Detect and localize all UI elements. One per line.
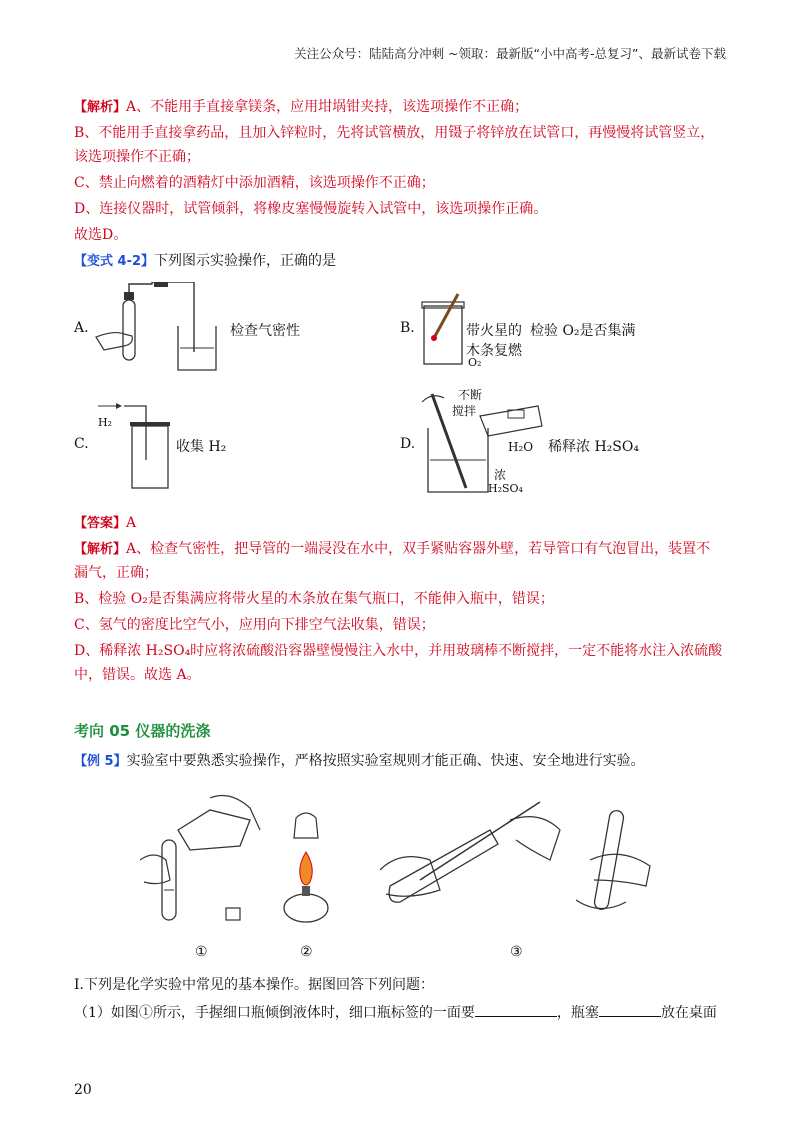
page-header: 关注公众号：陆陆高分冲刺 ~领取：最新版“小中高考-总复习”、最新试卷下载	[294, 46, 726, 61]
hand	[590, 854, 650, 886]
analysis2-line-a1	[74, 540, 710, 559]
example-text: 实验室中要熟悉实验操作，严格按照实验室规则才能正确、快速、安全地进行实验。	[126, 753, 645, 769]
tube-connector	[154, 282, 168, 287]
variant-tag: 【变式 4-2】	[74, 254, 155, 269]
option-b-label-1: 带火星的	[466, 323, 522, 339]
airtightness-check-figure	[94, 282, 224, 372]
option-b-label-3: O₂	[468, 356, 482, 369]
gas-bottle	[424, 306, 462, 364]
figure-1-label: ①	[195, 944, 208, 960]
answer-blank-2[interactable]	[599, 1002, 661, 1017]
variant-text: 下列图示实验操作，正确的是	[154, 253, 337, 269]
option-c-caption: 收集 H₂	[176, 439, 227, 455]
alcohol-lamp-figure	[270, 808, 340, 928]
second-test-tube	[593, 810, 624, 911]
brushing-test-tube-figure	[380, 790, 660, 930]
hand	[96, 333, 132, 350]
section-title: 考向 05 仪器的洗涤	[74, 722, 211, 740]
question-intro: I.下列是化学实验中常见的基本操作。据图回答下列问题：	[74, 977, 434, 993]
test-tube	[123, 300, 135, 360]
option-d-label-3: H₂O	[508, 440, 534, 454]
option-d-letter: D.	[400, 436, 416, 452]
option-d-label-1: 不断	[458, 388, 483, 402]
rubber-stopper	[124, 292, 134, 300]
example-question	[74, 752, 645, 771]
gas-bottle	[132, 426, 168, 488]
hydrogen-collection-figure	[96, 400, 176, 490]
glowing-splint	[434, 294, 458, 338]
flame	[300, 852, 313, 885]
lamp-wick	[302, 886, 310, 896]
analysis1-line-c: C、禁止向燃着的酒精灯中添加酒精，该选项操作不正确；	[74, 175, 435, 191]
question-1-text-b: ，瓶塞	[556, 1005, 599, 1021]
analysis-tag: 【解析】	[74, 542, 127, 557]
answer-line	[74, 514, 136, 533]
option-a-caption: 检查气密性	[230, 323, 300, 339]
test-tube	[389, 830, 498, 902]
analysis1-conclusion: 故选D。	[74, 227, 128, 243]
option-c-label: H₂	[98, 416, 113, 429]
answer-blank-1[interactable]	[475, 1002, 557, 1017]
glass-plate	[422, 302, 464, 308]
lamp-cap	[294, 813, 318, 838]
lamp-body	[284, 894, 328, 922]
splint-ember	[431, 335, 437, 341]
answer-value: A	[126, 515, 137, 531]
figure-2-label: ②	[300, 944, 313, 960]
question-1	[74, 1002, 717, 1022]
analysis2-line-d1: D、稀释浓 H₂SO₄时应将浓硫酸沿容器壁慢慢注入水中，并用玻璃棒不断搅拌，一定不能将水注入浓硫酸	[74, 643, 723, 659]
analysis1-line-a	[74, 98, 528, 117]
shake-arrow	[576, 900, 626, 909]
option-b-label-2: 木条复燃	[466, 343, 522, 359]
delivery-tube	[129, 282, 194, 352]
answer-tag: 【答案】	[74, 516, 127, 531]
analysis-text: A、不能用手直接拿镁条，应用坩埚钳夹持，该选项操作不正确；	[126, 99, 529, 115]
delivery-tube	[124, 406, 146, 460]
oxygen-test-figure	[418, 292, 468, 372]
analysis1-line-d: D、连接仪器时，试管倾斜，将橡皮塞慢慢旋转入试管中，该选项操作正确。	[74, 201, 548, 217]
question-1-text-a: （1）如图①所示，手握细口瓶倾倒液体时，细口瓶标签的一面要	[74, 1005, 475, 1021]
variant-question	[74, 252, 336, 271]
example-tag: 【例 5】	[74, 754, 127, 769]
analysis2-line-b: B、检验 O₂是否集满应将带火星的木条放在集气瓶口，不能伸入瓶中，错误；	[74, 591, 554, 607]
test-tube-brush	[420, 802, 540, 880]
option-a-letter: A.	[74, 320, 89, 336]
left-hand	[140, 855, 170, 884]
option-b-letter: B.	[400, 320, 415, 336]
analysis1-line-b2: 该选项操作不正确；	[74, 149, 200, 165]
analysis-tag: 【解析】	[74, 100, 127, 115]
analysis2-line-d2: 中，错误。故选 A。	[74, 667, 201, 683]
right-hand	[510, 817, 560, 860]
option-d-label-4: 浓	[494, 468, 507, 482]
option-d-label-5: H₂SO₄	[488, 482, 523, 495]
hand	[210, 796, 260, 830]
figure-3-label: ③	[510, 944, 523, 960]
reagent-bottle	[178, 810, 250, 850]
analysis1-line-b1: B、不能用手直接拿药品，且加入锌粒时，先将试管横放，用镊子将锌放在试管口，再慢慢将试管竖立，	[74, 125, 715, 141]
analysis2-line-a2: 漏气，正确；	[74, 565, 158, 581]
flow-arrow-head	[116, 403, 122, 409]
analysis2-line-c: C、氢气的密度比空气小，应用向下排空气法收集，错误；	[74, 617, 435, 633]
option-d-caption: 稀释浓 H₂SO₄	[548, 439, 639, 455]
bottle-stopper	[226, 908, 240, 920]
page-number: 20	[74, 1082, 92, 1098]
option-c-letter: C.	[74, 436, 89, 452]
option-d-label-2: 搅拌	[452, 404, 477, 418]
option-b-caption: 检验 O₂是否集满	[530, 323, 636, 339]
question-1-text-c: 放在桌面	[660, 1005, 717, 1021]
analysis-text: A、检查气密性，把导管的一端浸没在水中，双手紧贴容器外壁，若导管口有气泡冒出，装置不	[126, 541, 711, 557]
